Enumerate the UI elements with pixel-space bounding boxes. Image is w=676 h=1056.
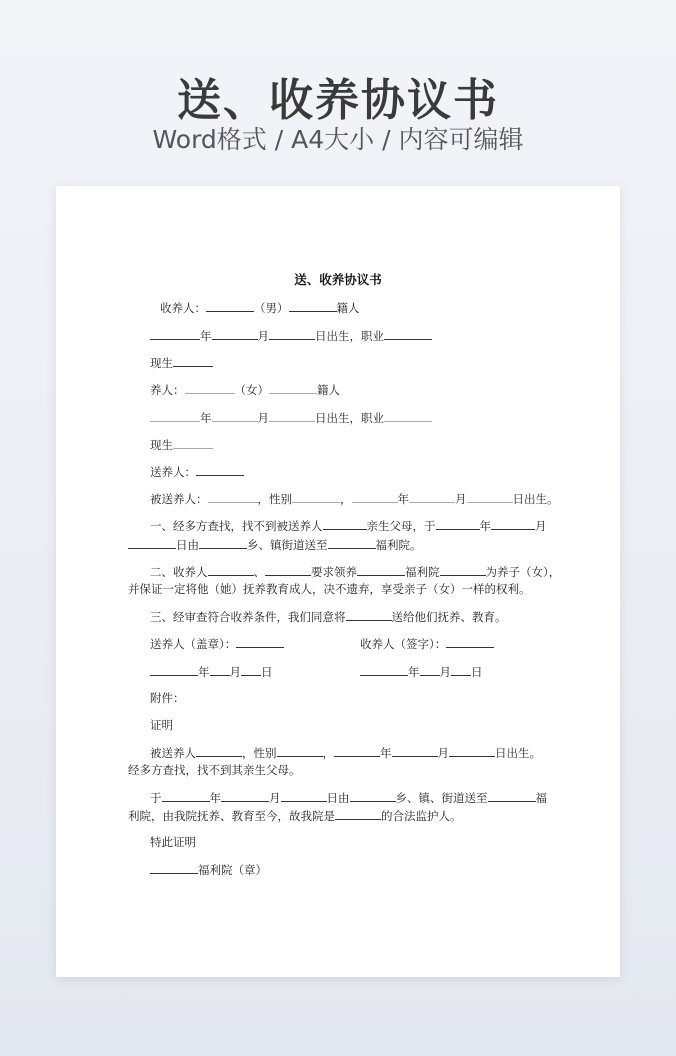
blank — [212, 328, 258, 340]
text: 日由 — [176, 538, 199, 552]
text: 三、经审查符合收养条件，我们同意将 — [150, 610, 346, 624]
line-date-placer — [150, 664, 273, 679]
blank — [196, 464, 244, 476]
blank — [173, 355, 213, 367]
text: 年 — [200, 329, 212, 343]
blank — [292, 491, 340, 503]
text: ，性别 — [242, 746, 277, 760]
blank — [449, 745, 495, 757]
text: 年 — [200, 411, 212, 425]
text: 日 — [471, 665, 483, 679]
blank — [289, 300, 337, 312]
text: 为养子（女）， — [485, 565, 561, 579]
blank — [150, 328, 200, 340]
text: 养人： — [150, 383, 185, 397]
blank — [208, 491, 258, 503]
blank — [491, 518, 535, 530]
line-certificate-heading — [150, 718, 173, 732]
line-signature-adopter — [360, 636, 494, 651]
text: 年 — [479, 519, 491, 533]
text: 送给他们抚养、教育。 — [391, 610, 507, 624]
text: 年 — [408, 665, 420, 679]
blank — [281, 790, 327, 802]
document-page — [56, 186, 620, 977]
line-attachment — [150, 691, 185, 705]
text: 月 — [257, 411, 269, 425]
text: 年 — [380, 746, 392, 760]
line-residence-2 — [150, 437, 213, 452]
text: 现生 — [150, 356, 173, 370]
text: 福 — [535, 791, 547, 805]
line-residence-1 — [150, 355, 213, 370]
text: 月 — [257, 329, 269, 343]
blank — [241, 664, 261, 676]
text: （男） — [254, 301, 289, 315]
text: 年 — [198, 665, 210, 679]
blank — [150, 410, 200, 422]
blank — [196, 745, 242, 757]
text: 籍人 — [336, 301, 360, 315]
line-birth-2 — [150, 410, 432, 425]
text: 于 — [150, 791, 162, 805]
line-adopter-male — [160, 300, 360, 315]
line-cert-guardian — [128, 808, 462, 823]
blank — [269, 410, 315, 422]
text: 籍人 — [317, 383, 340, 397]
blank — [173, 437, 213, 449]
banner-subtitle: Word格式 / A4大小 / 内容可编辑 — [152, 125, 524, 154]
text: 日由 — [326, 791, 350, 805]
text: 被送养人： — [150, 492, 208, 506]
blank — [488, 790, 536, 802]
text: 收养人： — [160, 301, 206, 315]
blank — [384, 328, 432, 340]
text: 乡、镇街道送至 — [247, 538, 328, 552]
text: 年 — [397, 492, 409, 506]
blank — [357, 564, 405, 576]
text: 利院，由我院抚养、教育至今，故我院是 — [128, 809, 335, 823]
line-clause-1b — [128, 537, 422, 552]
line-hereby-certify — [150, 835, 196, 849]
text: 月 — [455, 492, 467, 506]
text: 月 — [535, 519, 547, 533]
blank — [212, 410, 258, 422]
text: 福利院。 — [375, 538, 422, 552]
text: 现生 — [150, 438, 173, 452]
text: 二、收养人 — [150, 565, 208, 579]
text: 送养人： — [150, 465, 196, 479]
text: 特此证明 — [150, 835, 196, 849]
text: 证明 — [150, 718, 173, 732]
text: 月 — [439, 665, 451, 679]
text: （女） — [234, 383, 269, 397]
blank — [360, 664, 408, 676]
text: 日出生，职业 — [315, 329, 384, 343]
blank — [392, 745, 438, 757]
text: 、 — [253, 565, 265, 579]
line-signature-placer — [150, 636, 284, 651]
text: 福利院（章） — [198, 863, 267, 877]
text: 经多方查找，找不到其亲生父母。 — [128, 763, 301, 777]
text: 日出生。 — [512, 492, 559, 506]
line-cert-adoptee — [150, 745, 541, 760]
text: 乡、镇、街道送至 — [395, 791, 488, 805]
blank — [199, 537, 247, 549]
blank — [350, 790, 396, 802]
blank — [323, 518, 367, 530]
blank — [446, 636, 494, 648]
line-welfare-seal — [150, 862, 267, 877]
blank — [128, 537, 176, 549]
blank — [451, 664, 471, 676]
text: 送养人（盖章）： — [150, 637, 237, 651]
blank — [210, 664, 230, 676]
blank — [269, 328, 315, 340]
blank — [185, 382, 235, 394]
blank — [346, 609, 392, 621]
line-date-adopter — [360, 664, 483, 679]
blank — [150, 664, 198, 676]
blank — [162, 790, 210, 802]
blank — [436, 518, 480, 530]
text: 一、经多方查找，找不到被送养人 — [150, 519, 323, 533]
blank — [440, 564, 486, 576]
text: 附件： — [150, 691, 185, 705]
text: 年 — [209, 791, 221, 805]
text: ， — [340, 492, 352, 506]
text: 要求领养 — [311, 565, 357, 579]
line-cert-date — [150, 790, 547, 805]
text: ， — [322, 746, 334, 760]
blank — [269, 382, 317, 394]
text: 月 — [229, 665, 241, 679]
text: 日 — [261, 665, 273, 679]
blank — [277, 745, 323, 757]
blank — [206, 300, 254, 312]
line-clause-3 — [150, 609, 507, 624]
text: 被送养人 — [150, 746, 196, 760]
document-title: 送、收养协议书 — [294, 272, 382, 287]
text: ，性别 — [257, 492, 292, 506]
blank — [150, 862, 198, 874]
line-clause-1a — [150, 518, 547, 533]
blank — [208, 564, 254, 576]
text: 日出生。 — [495, 746, 541, 760]
text: 日出生，职业 — [315, 411, 384, 425]
blank — [384, 410, 432, 422]
text: 亲生父母，于 — [366, 519, 436, 533]
text: 并保证一定将他（她）抚养教育成人，决不遗弃，享受亲子（女）一样的权利。 — [128, 582, 531, 596]
blank — [334, 745, 380, 757]
text: 的合法监护人。 — [381, 809, 462, 823]
blank — [236, 636, 284, 648]
blank — [335, 808, 381, 820]
blank — [409, 491, 455, 503]
text: 月 — [269, 791, 281, 805]
line-clause-2b — [128, 582, 531, 596]
banner-title: 送、收养协议书 — [177, 75, 499, 126]
blank — [352, 491, 398, 503]
line-adoptee — [150, 491, 559, 506]
text: 月 — [437, 746, 449, 760]
line-clause-2a — [150, 564, 560, 579]
line-cert-search — [128, 763, 301, 777]
blank — [467, 491, 513, 503]
line-placer — [150, 464, 244, 479]
text: 收养人（签字）： — [360, 637, 447, 651]
text: 福利院 — [405, 565, 440, 579]
blank — [265, 564, 311, 576]
line-adopter-female — [150, 382, 340, 397]
blank — [221, 790, 269, 802]
blank — [420, 664, 440, 676]
line-birth-1 — [150, 328, 432, 343]
blank — [328, 537, 376, 549]
